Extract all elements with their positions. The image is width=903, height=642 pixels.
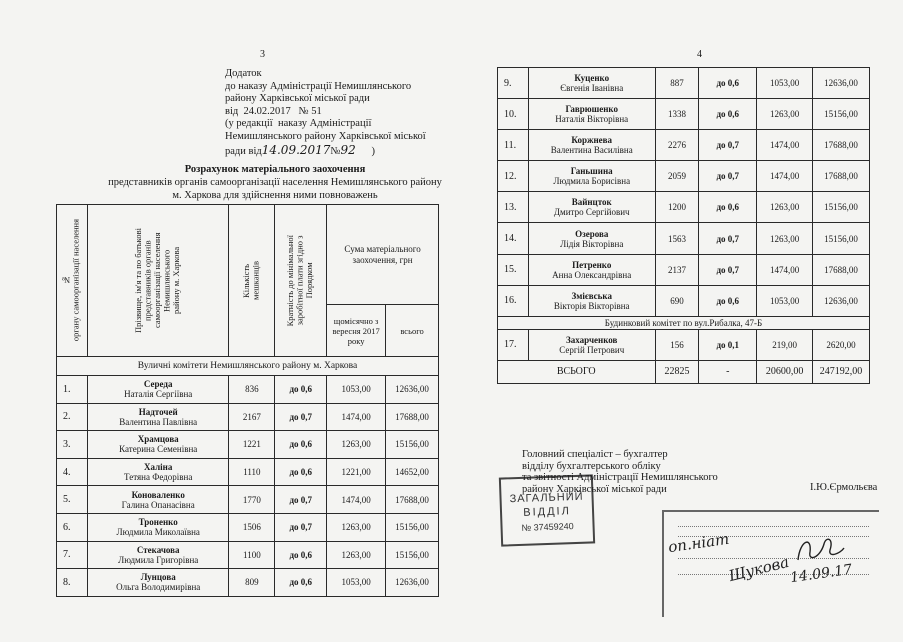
row-number: 12.	[498, 161, 529, 192]
row-number: 17.	[498, 329, 529, 360]
signature-line: та звітності Адміністрації Немишлянського	[522, 472, 718, 484]
monthly-amount: 1474,00	[327, 403, 386, 431]
person-name	[528, 329, 655, 360]
totals-sum: 247192,00	[813, 360, 870, 383]
header-monthly: щомісячно з вересня 2017 року	[327, 305, 386, 357]
first-names: Людмила Григорівна	[118, 554, 199, 565]
table-row	[57, 486, 439, 514]
addendum-line: Додаток	[225, 68, 262, 79]
total-amount: 17688,00	[386, 486, 439, 514]
first-names: Дмитро Сергійович	[553, 207, 630, 218]
stamp-line: ЗАГАЛЬНИЙ	[509, 490, 584, 506]
residents-count: 1100	[229, 541, 275, 569]
document-title	[70, 163, 480, 202]
multiplier: до 0,6	[275, 458, 327, 486]
header-residents: Кількість мешканців	[229, 205, 275, 357]
addendum-line: (у редакції наказу Адміністрації	[225, 118, 372, 130]
signature-line: Головний спеціаліст – бухгалтер	[522, 449, 668, 460]
totals-row	[498, 360, 870, 383]
handwritten-number: 92	[340, 142, 356, 157]
total-amount: 15156,00	[813, 223, 870, 254]
residents-count: 1110	[229, 458, 275, 486]
row-number: 15.	[498, 254, 529, 285]
total-amount: 12636,00	[813, 285, 870, 316]
row-number: 2.	[57, 403, 88, 431]
monthly-amount: 219,00	[757, 329, 813, 360]
monthly-amount: 1053,00	[757, 68, 813, 99]
last-name: Троненко	[138, 517, 178, 528]
multiplier: до 0,7	[275, 513, 327, 541]
totals-residents: 22825	[655, 360, 699, 383]
monthly-amount: 1263,00	[757, 192, 813, 223]
table-row	[498, 192, 870, 223]
total-amount: 15156,00	[386, 431, 439, 459]
header-multiplier: Кратність до мінімальної заробітної плати згідно з Порядком	[275, 205, 327, 357]
totals-monthly: 20600,00	[757, 360, 813, 383]
table-row	[498, 254, 870, 285]
residents-count: 1200	[655, 192, 699, 223]
person-name	[528, 99, 655, 130]
person-name	[528, 130, 655, 161]
stamp-line: ВІДДІЛ	[523, 505, 572, 519]
table-row	[498, 223, 870, 254]
multiplier: до 0,7	[275, 403, 327, 431]
residents-count: 1221	[229, 431, 275, 459]
person-name	[87, 376, 229, 404]
table-row	[498, 329, 870, 360]
row-number: 9.	[498, 68, 529, 99]
multiplier: до 0,7	[275, 486, 327, 514]
handwritten-date: 14.09.2017	[261, 142, 331, 157]
residents-count: 2059	[655, 161, 699, 192]
last-name: Надточей	[138, 406, 178, 417]
multiplier: до 0,6	[699, 99, 757, 130]
person-name	[87, 541, 229, 569]
totals-coef: -	[699, 360, 757, 383]
monthly-amount: 1263,00	[327, 431, 386, 459]
first-names: Анна Олександрівна	[552, 269, 632, 280]
multiplier: до 0,7	[699, 223, 757, 254]
first-names: Ольга Володимирівна	[116, 582, 201, 593]
section-street-committees: Вуличні комітети Немишлянського району м. Харкова	[57, 357, 439, 376]
person-name	[87, 513, 229, 541]
row-number: 7.	[57, 541, 88, 569]
table-row	[498, 130, 870, 161]
first-names: Тетяна Федорівна	[124, 472, 193, 483]
table-row	[498, 285, 870, 316]
handwritten-date-2: 14.09.17	[789, 561, 854, 587]
last-name: Куценко	[574, 73, 610, 84]
monthly-amount: 1053,00	[327, 569, 386, 597]
monthly-amount: 1053,00	[327, 376, 386, 404]
table-row	[57, 569, 439, 597]
total-amount: 12636,00	[386, 376, 439, 404]
first-names: Наталія Сергіївна	[124, 389, 193, 400]
title-line-1: Розрахунок матеріального заохочення	[184, 164, 366, 175]
addendum-line: від 24.02.2017 № 51	[225, 105, 322, 117]
signature-scribble	[790, 530, 850, 566]
page-number-right: 4	[697, 49, 702, 60]
monthly-amount: 1474,00	[757, 161, 813, 192]
first-names: Валентина Василівна	[550, 145, 633, 156]
multiplier: до 0,7	[699, 130, 757, 161]
multiplier: до 0,6	[699, 192, 757, 223]
multiplier: до 0,6	[699, 68, 757, 99]
table-row	[57, 376, 439, 404]
first-names: Галина Опанасівна	[121, 499, 195, 510]
stamp-number: № 37459240	[521, 521, 574, 533]
monthly-amount: 1474,00	[757, 130, 813, 161]
total-amount: 17688,00	[813, 161, 870, 192]
monthly-amount: 1263,00	[327, 513, 386, 541]
row-number: 13.	[498, 192, 529, 223]
row-number: 5.	[57, 486, 88, 514]
multiplier: до 0,6	[275, 376, 327, 404]
right-table	[497, 67, 870, 384]
residents-count: 2137	[655, 254, 699, 285]
multiplier: до 0,7	[699, 161, 757, 192]
last-name: Вайнцток	[571, 197, 612, 208]
multiplier: до 0,6	[275, 541, 327, 569]
row-number: 8.	[57, 569, 88, 597]
signature-line: відділу бухгалтерського обліку	[522, 460, 661, 472]
row-number: 3.	[57, 431, 88, 459]
total-amount: 14652,00	[386, 458, 439, 486]
first-names: Євгенія Іванівна	[560, 83, 624, 94]
first-names: Вікторія Вікторівна	[553, 300, 630, 311]
residents-count: 887	[655, 68, 699, 99]
last-name: Коноваленко	[131, 489, 185, 500]
row-number: 11.	[498, 130, 529, 161]
total-amount: 12636,00	[813, 68, 870, 99]
last-name: Гаврюшенко	[565, 104, 618, 115]
table-row	[498, 99, 870, 130]
first-names: Лідія Вікторівна	[560, 238, 624, 249]
table-row	[57, 458, 439, 486]
monthly-amount: 1263,00	[757, 223, 813, 254]
last-name: Халіна	[144, 462, 173, 473]
total-amount: 15156,00	[386, 513, 439, 541]
residents-count: 1770	[229, 486, 275, 514]
person-name	[528, 254, 655, 285]
residents-count: 1506	[229, 513, 275, 541]
first-names: Катерина Семенівна	[119, 444, 198, 455]
signer-name: І.Ю.Єрмольєва	[810, 482, 878, 493]
person-name	[528, 285, 655, 316]
table-row	[57, 403, 439, 431]
table-row	[498, 161, 870, 192]
table-row	[57, 541, 439, 569]
addendum-line: до наказу Адміністрації Немишлянського	[225, 80, 412, 92]
page-number-left: 3	[260, 49, 265, 60]
person-name	[87, 569, 229, 597]
residents-count: 690	[655, 285, 699, 316]
residents-count: 2276	[655, 130, 699, 161]
total-amount: 17688,00	[386, 403, 439, 431]
total-amount: 2620,00	[813, 329, 870, 360]
monthly-amount: 1263,00	[327, 541, 386, 569]
last-name: Петренко	[572, 259, 612, 270]
header-full-name: Прізвище, ім'я та по батькові представників органів самоорганізації населення Немишлянського району м. Харкова	[87, 205, 229, 357]
monthly-amount: 1474,00	[757, 254, 813, 285]
total-amount: 17688,00	[813, 254, 870, 285]
left-table	[56, 204, 439, 597]
residents-count: 809	[229, 569, 275, 597]
row-number: 4.	[57, 458, 88, 486]
monthly-amount: 1474,00	[327, 486, 386, 514]
reg-line	[678, 526, 869, 527]
monthly-amount: 1221,00	[327, 458, 386, 486]
closing-paren: )	[371, 145, 375, 157]
row-number: 6.	[57, 513, 88, 541]
last-name: Змієвська	[571, 290, 612, 301]
signature-stroke	[798, 539, 844, 560]
person-name	[87, 486, 229, 514]
last-name: Захарченков	[566, 334, 618, 345]
last-name: Храмцова	[137, 434, 179, 445]
person-name	[528, 223, 655, 254]
row-number: 14.	[498, 223, 529, 254]
residents-count: 836	[229, 376, 275, 404]
person-name	[87, 458, 229, 486]
total-amount: 12636,00	[386, 569, 439, 597]
first-names: Наталія Вікторівна	[555, 114, 629, 125]
multiplier: до 0,6	[699, 285, 757, 316]
person-name	[528, 161, 655, 192]
last-name: Озерова	[575, 228, 609, 239]
person-name	[528, 68, 655, 99]
residents-count: 1563	[655, 223, 699, 254]
total-amount: 15156,00	[813, 192, 870, 223]
person-name	[87, 403, 229, 431]
addendum-block	[225, 68, 426, 158]
handwritten-note: оп.ніат	[667, 529, 731, 557]
title-line-3: м. Харкова для здійснення ними повноважень	[172, 190, 378, 201]
multiplier: до 0,6	[275, 431, 327, 459]
last-name: Ганьшина	[570, 166, 613, 177]
monthly-amount: 1053,00	[757, 285, 813, 316]
person-name	[528, 192, 655, 223]
row-number: 1.	[57, 376, 88, 404]
residents-count: 156	[655, 329, 699, 360]
header-sum: Сума матеріального заохочення, грн	[327, 205, 439, 305]
table-row	[57, 513, 439, 541]
title-line-2: представників органів самоорганізації населення Немишлянського району	[108, 177, 442, 188]
last-name: Коржнева	[571, 135, 613, 146]
addendum-line: Немишлянського району Харківської міської	[225, 130, 426, 142]
residents-count: 2167	[229, 403, 275, 431]
multiplier: до 0,1	[699, 329, 757, 360]
signature-line: району Харківської міської ради	[522, 484, 667, 496]
table-row	[57, 431, 439, 459]
total-amount: 17688,00	[813, 130, 870, 161]
multiplier: до 0,6	[275, 569, 327, 597]
addendum-line: району Харківської міської ради	[225, 93, 370, 105]
table-row	[498, 68, 870, 99]
last-name: Стекачова	[136, 544, 180, 555]
handwritten-signature: Щукова	[726, 552, 791, 586]
header-org-number: № органу самоорганізації населення	[57, 205, 88, 357]
residents-count: 1338	[655, 99, 699, 130]
first-names: Людмила Миколаївна	[116, 527, 200, 538]
first-names: Сергій Петрович	[559, 344, 625, 355]
monthly-amount: 1263,00	[757, 99, 813, 130]
header-total: всього	[386, 305, 439, 357]
addendum-line: ради від	[225, 145, 262, 157]
section-house-committee: Будинковий комітет по вул.Рибалка, 47-Б	[498, 316, 870, 329]
totals-label: ВСЬОГО	[498, 360, 656, 383]
first-names: Людмила Борисівна	[553, 176, 631, 187]
total-amount: 15156,00	[386, 541, 439, 569]
total-amount: 15156,00	[813, 99, 870, 130]
last-name: Середа	[143, 379, 173, 390]
person-name	[87, 431, 229, 459]
number-sign: №	[330, 145, 341, 157]
last-name: Лунцова	[140, 572, 176, 583]
multiplier: до 0,7	[699, 254, 757, 285]
signature-block	[522, 449, 718, 496]
first-names: Валентина Павлівна	[119, 416, 198, 427]
row-number: 10.	[498, 99, 529, 130]
row-number: 16.	[498, 285, 529, 316]
